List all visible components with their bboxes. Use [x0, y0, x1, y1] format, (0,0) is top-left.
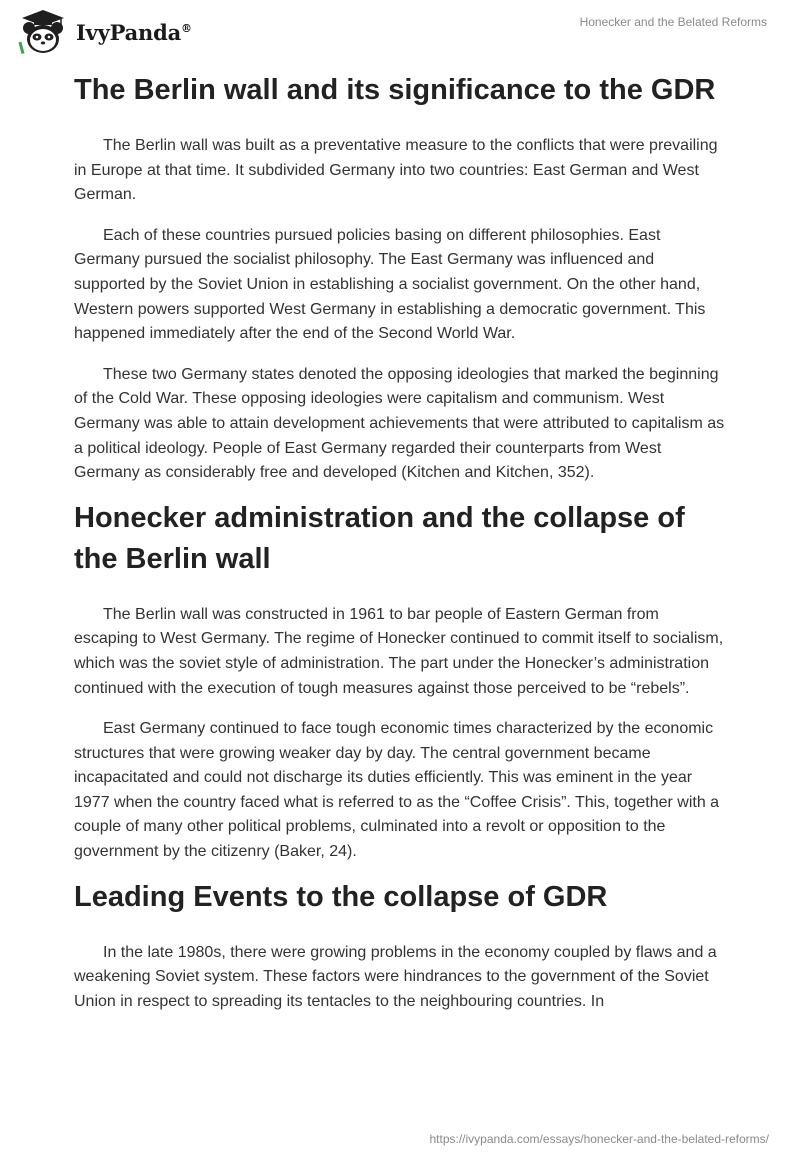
panda-logo-icon: [14, 8, 72, 56]
section-heading: Leading Events to the collapse of GDR: [74, 880, 608, 913]
logo[interactable]: [14, 8, 192, 56]
paragraph: These two Germany states denoted the opposing ideologies that marked the beginning of the Cold War. These opposing ideologies were capitalism and communism. West Germany was able to attain development achievements that were attributed to capitalism as a political ideology. People of East Germany regarded their counterparts from West Germany as considerably free and developed (Kitchen and Kitchen, 352).: [74, 365, 725, 482]
brand-name: IvyPanda®: [76, 19, 192, 45]
source-url[interactable]: https://ivypanda.com/essays/honecker-and-the-belated-reforms/: [429, 1132, 769, 1146]
page-header: [0, 0, 800, 60]
section-heading: Honecker administration and the collapse of the Berlin wall: [74, 501, 685, 575]
paragraph: The Berlin wall was built as a preventative measure to the conflicts that were prevailing in Europe at that time. It subdivided Germany into two countries: East German and West German.: [74, 137, 718, 204]
essay-content: [74, 66, 726, 1014]
paragraph: East Germany continued to face tough economic times characterized by the economic structures that were growing weaker day by day. The central government became incapacitated and could not discharge its duties efficiently. This was eminent in the year 1977 when the country faced what is referred to as the “Coffee Crisis”. This, together with a couple of many other political problems, culminated into a revolt or opposition to the government by the citizenry (Baker, 24).: [74, 720, 720, 861]
paragraph: In the late 1980s, there were growing problems in the economy coupled by flaws and a weakening Soviet system. These factors were hindrances to the government of the Soviet Union in respect to spreading its tentacles to the neighbouring countries. In: [74, 943, 717, 1010]
paragraph: The Berlin wall was constructed in 1961 to bar people of Eastern German from escaping to West Germany. The regime of Honecker continued to commit itself to socialism, which was the soviet style of administration. The part under the Honecker’s administration continued with the execution of tough measures against those perceived to be “rebels”.: [74, 605, 724, 697]
document-title: Honecker and the Belated Reforms: [579, 15, 767, 29]
paragraph: Each of these countries pursued policies basing on different philosophies. East Germany pursued the socialist philosophy. The East Germany was influenced and supported by the Soviet Union in establishing a socialist government. On the other hand, Western powers supported West Germany in establishing a democratic government. This happened immediately after the end of the Second World War.: [74, 226, 706, 343]
section-heading: The Berlin wall and its significance to the GDR: [74, 74, 716, 106]
